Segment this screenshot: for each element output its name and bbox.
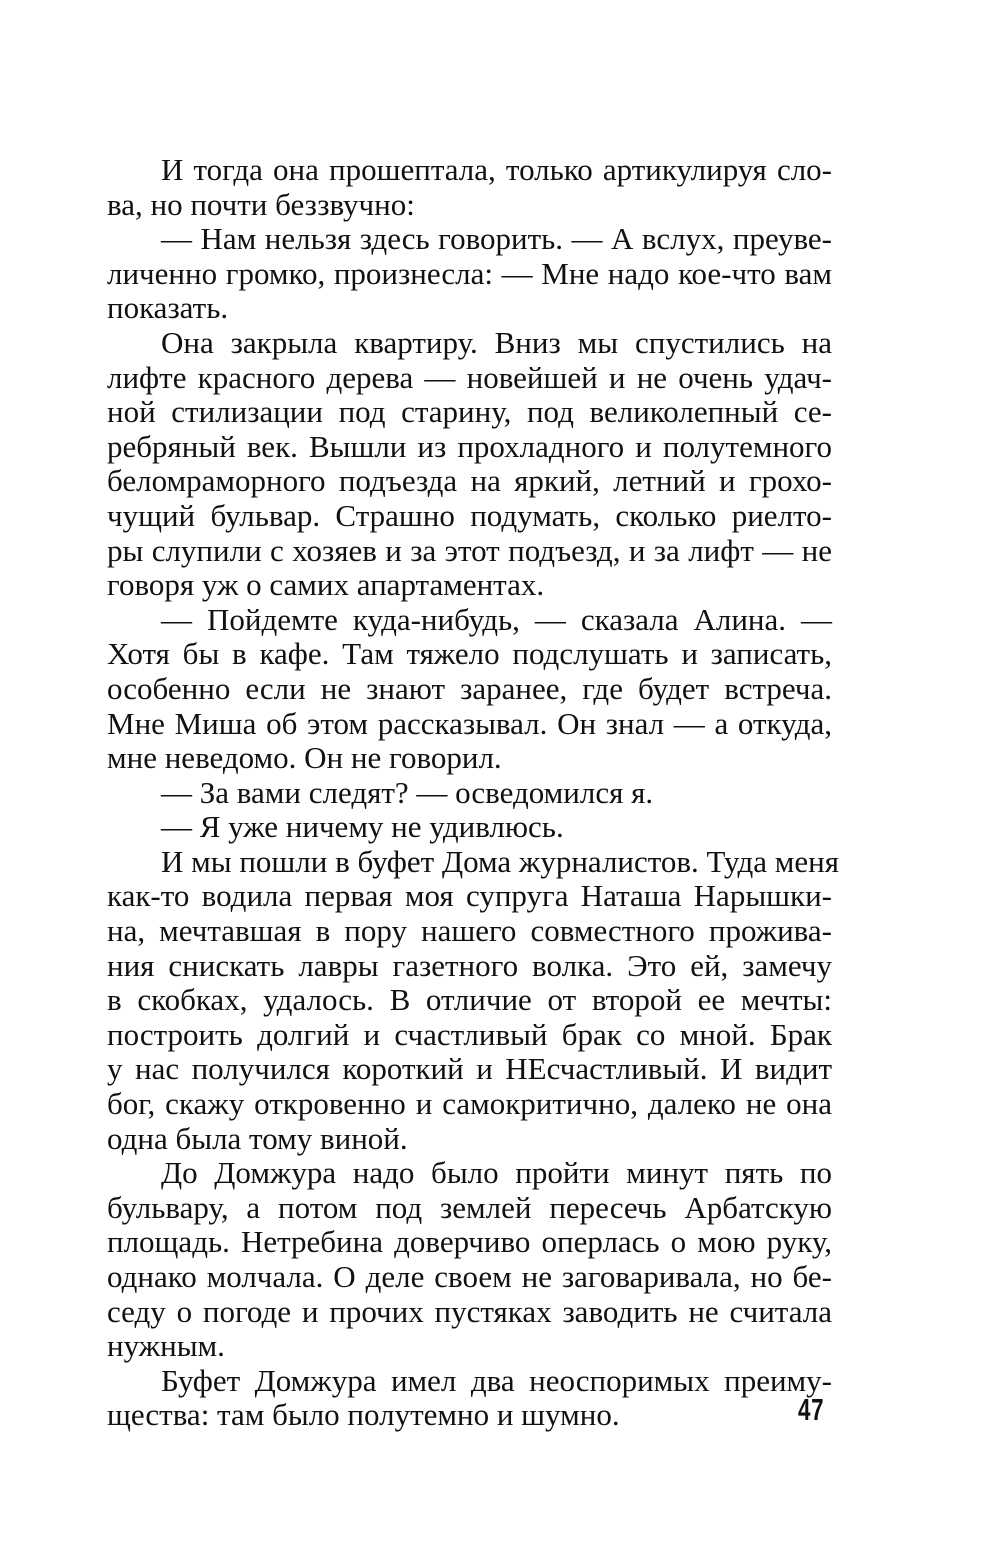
text-line: мне неведомо. Он не говорил. <box>107 740 502 776</box>
text-line: — За вами следят? — осведомился я. <box>161 774 654 810</box>
text-line: — Я уже ничему не удивлюсь. <box>161 809 564 845</box>
text-line: седу о погоде и прочих пустяках заводить не считала <box>107 1293 832 1329</box>
text-line: в скобках, удалось. В отличие от второй ее мечты: <box>107 982 832 1018</box>
text-line: нужным. <box>107 1328 225 1364</box>
text-line: ребряный век. Вышли из прохладного и полутемного <box>107 428 832 464</box>
text-line: лифте красного дерева — новейшей и не очень удач- <box>107 359 832 395</box>
text-line: одна была тому виной. <box>107 1120 408 1156</box>
page-number: 47 <box>798 1392 825 1427</box>
text-line: И тогда она прошептала, только артикулируя сло- <box>161 152 832 187</box>
text-line: говоря уж о самих апартаментах. <box>107 567 545 603</box>
text-line: — Нам нельзя здесь говорить. — А вслух, преуве- <box>161 221 832 257</box>
text-line: построить долгий и счастливый брак со мной. Брак <box>107 1016 832 1052</box>
text-line: личенно громко, произнесла: — Мне надо кое-что вам <box>107 255 832 291</box>
text-line: Она закрыла квартиру. Вниз мы спустились на <box>161 324 832 360</box>
text-line: Хотя бы в кафе. Там тяжело подслушать и записать, <box>107 636 832 672</box>
text-line: чущий бульвар. Страшно подумать, сколько риелто- <box>107 497 832 533</box>
text-line: До Домжура надо было пройти минут пять по <box>161 1155 832 1191</box>
text-line: бог, скажу откровенно и самокритично, далеко не она <box>107 1086 832 1122</box>
text-line: показать. <box>107 290 229 326</box>
text-line: особенно если не знают заранее, где будет встреча. <box>107 670 832 706</box>
text-line: бульвару, а потом под землей пересечь Арбатскую <box>107 1189 832 1225</box>
body-text <box>107 152 840 1433</box>
text-line: Буфет Домжура имел два неоспоримых преиму- <box>161 1362 832 1398</box>
text-line: ной стилизации под старину, под великолепный се- <box>107 394 832 430</box>
text-line: И мы пошли в буфет Дома журналистов. Туда меня <box>161 843 840 879</box>
text-line: ры слупили с хозяев и за этот подъезд, и за лифт — не <box>107 532 832 568</box>
text-line: однако молчала. О деле своем не заговаривала, но бе- <box>107 1259 832 1294</box>
text-line: как-то водила первая моя супруга Наташа Нарышки- <box>107 878 832 914</box>
text-line: ния снискать лавры газетного волка. Это ей, замечу <box>107 947 832 983</box>
text-line: беломраморного подъезда на яркий, летний и грохо- <box>107 463 832 499</box>
text-line: площадь. Нетребина доверчиво оперлась о мою руку, <box>107 1224 832 1260</box>
text-line: ва, но почти беззвучно: <box>107 186 415 222</box>
text-line: на, мечтавшая в пору нашего совместного прожива- <box>107 913 832 949</box>
text-line: щества: там было полутемно и шумно. <box>107 1397 620 1433</box>
text-line: у нас получился короткий и НЕсчастливый. И видит <box>107 1051 832 1087</box>
text-line: Мне Миша об этом рассказывал. Он знал — а откуда, <box>107 705 832 741</box>
text-line: — Пойдемте куда-нибудь, — сказала Алина. — <box>161 601 832 637</box>
